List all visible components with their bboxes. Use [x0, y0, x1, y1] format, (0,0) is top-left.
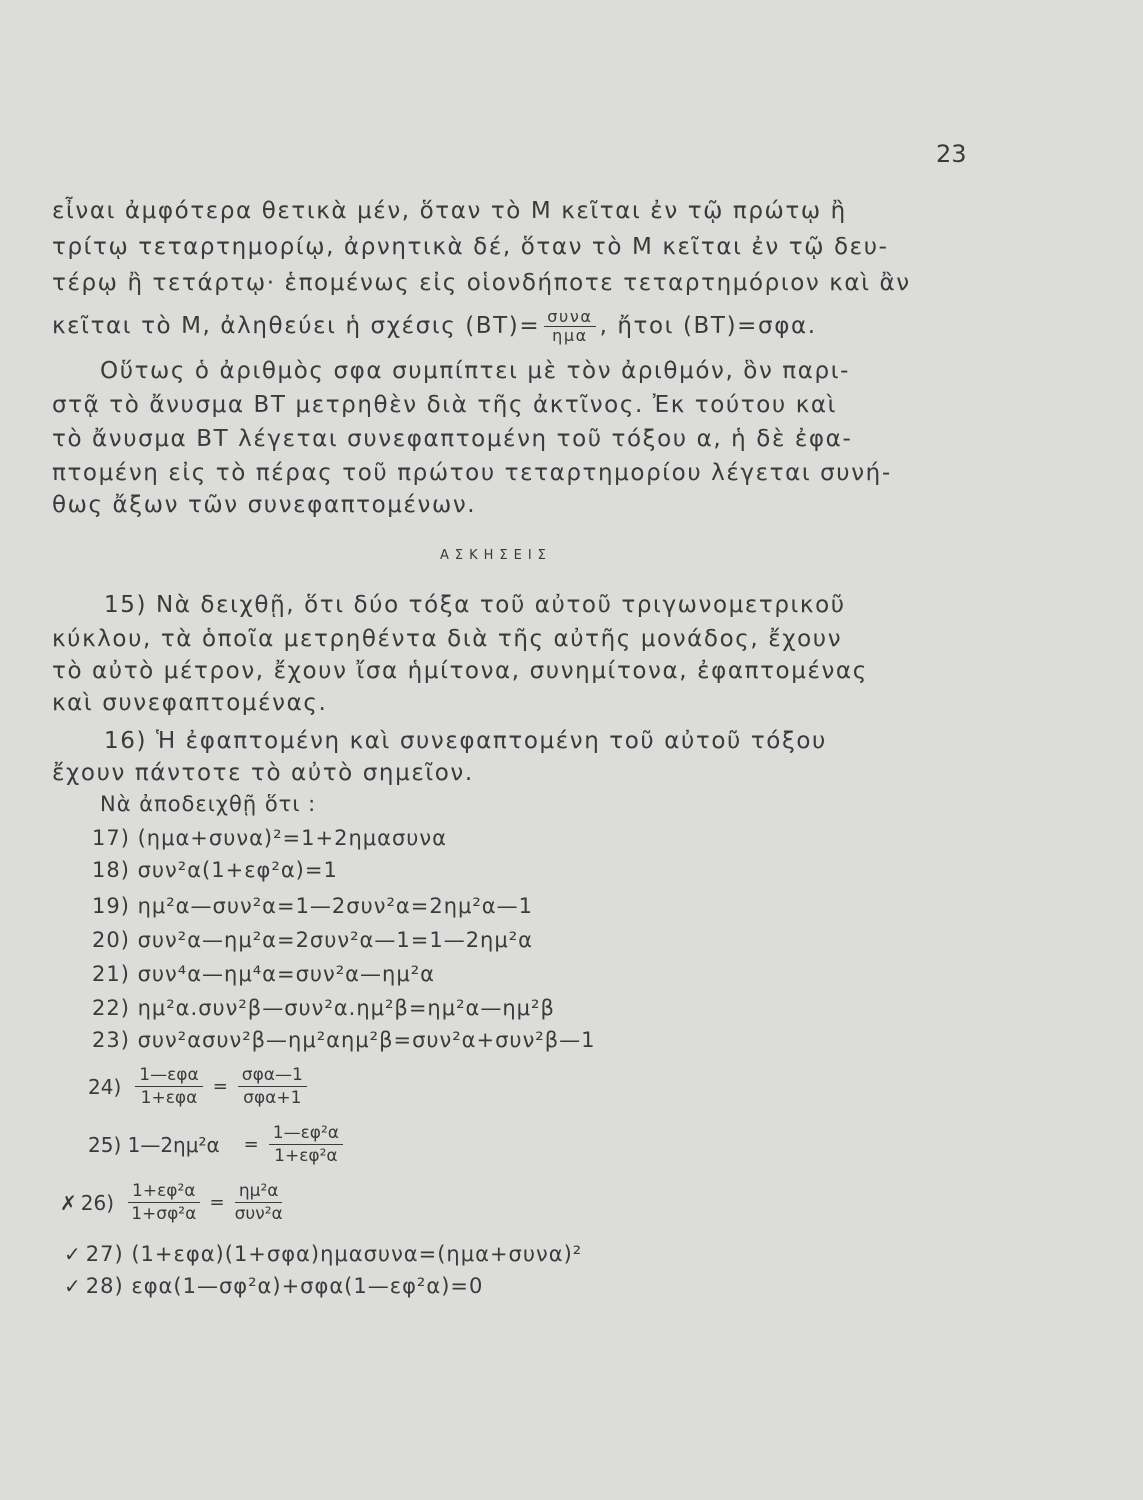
fraction-right — [235, 1180, 283, 1225]
exercise-18: 18) συν²α(1+εφ²α)=1 — [92, 858, 338, 882]
fraction-right — [269, 1122, 343, 1167]
exercise-line: κύκλου, τὰ ὁποῖα μετρηθέντα διὰ τῆς αὐτῆς μονάδος, ἔχουν — [52, 626, 843, 652]
exercise-text: 28) εφα(1—σφ²α)+σφα(1—εφ²α)=0 — [85, 1274, 484, 1298]
text-line: εἶναι ἀμφότερα θετικὰ μέν, ὅταν τὸ Μ κεῖται ἐν τῷ πρώτῳ ἢ — [52, 198, 847, 224]
handwritten-mark: ✓ — [64, 1274, 82, 1298]
text-line: τρίτῳ τεταρτημορίῳ, ἀρνητικὰ δέ, ὅταν τὸ Μ κεῖται ἐν τῷ δευ- — [52, 234, 889, 260]
denominator: συν²α — [234, 1204, 283, 1224]
handwritten-mark: ✓ — [64, 1242, 82, 1266]
page-number: 23 — [936, 140, 967, 168]
exercise-line: 15) Νὰ δειχθῇ, ὅτι δύο τόξα τοῦ αὐτοῦ τριγωνομετρικοῦ — [104, 592, 846, 618]
exercise-text: 27) (1+εφα)(1+σφα)ημασυνα=(ημα+συνα)² — [85, 1242, 583, 1266]
text-line: τέρῳ ἢ τετάρτῳ· ἑπομένως εἰς οἱονδήποτε τεταρτημόριον καὶ ἂν — [52, 270, 911, 296]
paragraph-line: θως ἄξων τῶν συνεφαπτομένων. — [52, 492, 477, 518]
exercise-label: 25) 1—2ημ²α — [88, 1132, 220, 1157]
exercise-19: 19) ημ²α—συν²α=1—2συν²α=2ημ²α—1 — [92, 894, 533, 918]
exercise-line: ἔχουν πάντοτε τὸ αὐτὸ σημεῖον. — [52, 760, 474, 786]
equals-sign: = — [212, 1076, 228, 1097]
exercise-label: 24) — [88, 1074, 122, 1099]
exercise-20: 20) συν²α—ημ²α=2συν²α—1=1—2ημ²α — [92, 928, 533, 952]
handwritten-mark: ✗ — [60, 1190, 77, 1215]
exercise-24 — [88, 1064, 307, 1109]
formula-after: , ἤτοι (ΒΤ)=σφα. — [599, 313, 817, 339]
numerator: σφα—1 — [238, 1064, 307, 1087]
numerator: 1+εφ²α — [128, 1180, 199, 1203]
denominator: 1+εφα — [140, 1088, 198, 1108]
exercise-line: 16) Ἡ ἐφαπτομένη καὶ συνεφαπτομένη τοῦ αὐτοῦ τόξου — [104, 728, 827, 754]
fraction-right — [238, 1064, 307, 1109]
exercise-23: 23) συν²ασυν²β—ημ²αημ²β=συν²α+συν²β—1 — [92, 1028, 596, 1052]
exercise-21: 21) συν⁴α—ημ⁴α=συν²α—ημ²α — [92, 962, 435, 986]
exercise-label: 26) — [80, 1190, 115, 1215]
fraction-numerator: συνα — [544, 308, 595, 327]
exercise-28 — [64, 1272, 483, 1300]
formula-line — [52, 306, 972, 346]
fraction-left — [135, 1064, 202, 1109]
exercise-22: 22) ημ²α.συν²β—συν²α.ημ²β=ημ²α—ημ²β — [92, 996, 555, 1020]
exercise-26 — [60, 1180, 283, 1225]
paragraph-line: τὸ ἄνυσμα ΒΤ λέγεται συνεφαπτομένη τοῦ τόξου α, ἡ δὲ ἐφα- — [52, 426, 853, 452]
numerator: 1—εφα — [135, 1064, 202, 1087]
paragraph-line: Οὕτως ὁ ἀριθμὸς σφα συμπίπτει μὲ τὸν ἀριθμόν, ὃν παρι- — [100, 358, 850, 384]
fraction-denominator: ημα — [552, 326, 588, 345]
paragraph-line: πτομένη εἰς τὸ πέρας τοῦ πρώτου τεταρτημορίου λέγεται συνή- — [52, 460, 892, 486]
numerator: ημ²α — [235, 1180, 283, 1203]
section-heading: ΑΣΚΗΣΕΙΣ — [440, 548, 552, 563]
denominator: σφα+1 — [243, 1088, 302, 1108]
exercise-25 — [88, 1122, 343, 1167]
formula-before: κεῖται τὸ Μ, ἀληθεύει ἡ σχέσις (ΒΤ)= — [52, 313, 541, 339]
prove-instruction: Νὰ ἀποδειχθῇ ὅτι : — [100, 792, 317, 816]
exercise-line: τὸ αὐτὸ μέτρον, ἔχουν ἴσα ἡμίτονα, συνημίτονα, ἐφαπτομένας — [52, 658, 868, 684]
fraction-left — [128, 1180, 199, 1225]
fraction — [544, 308, 595, 345]
denominator: 1+εφ²α — [274, 1146, 338, 1166]
equals-sign: = — [209, 1192, 225, 1213]
exercise-17: 17) (ημα+συνα)²=1+2ημασυνα — [92, 826, 447, 850]
denominator: 1+σφ²α — [131, 1204, 197, 1224]
exercise-line: καὶ συνεφαπτομένας. — [52, 690, 328, 716]
exercise-27 — [64, 1240, 582, 1268]
numerator: 1—εφ²α — [269, 1122, 343, 1145]
equals-sign: = — [243, 1134, 259, 1155]
paragraph-line: στᾷ τὸ ἄνυσμα ΒΤ μετρηθὲν διὰ τῆς ἀκτῖνος. Ἐκ τούτου καὶ — [52, 392, 838, 418]
